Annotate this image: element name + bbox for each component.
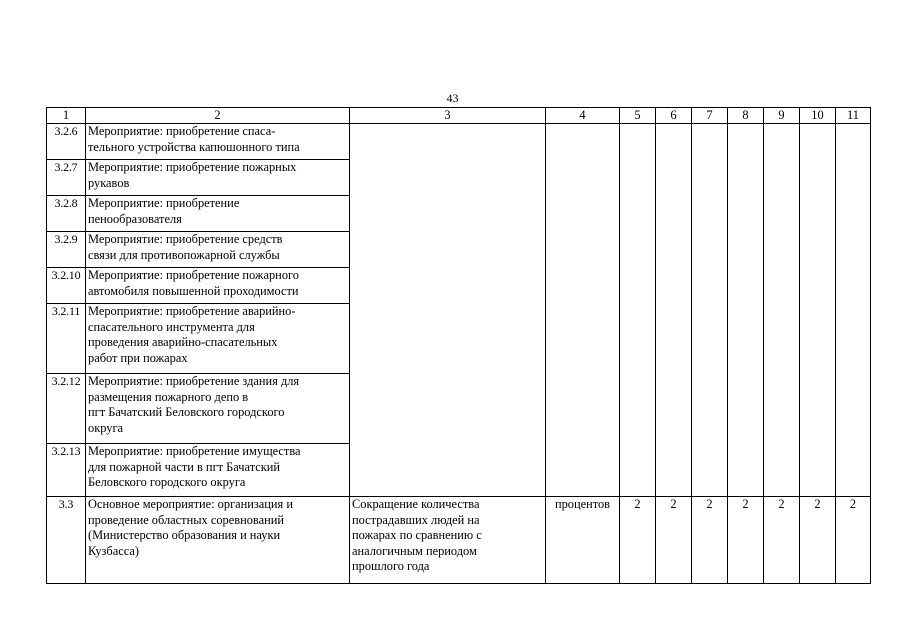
measure-code: 3.2.13 xyxy=(47,444,86,497)
measure-name: Мероприятие: приобретение средств связи для противопожарной службы xyxy=(86,232,350,268)
column-number-header: 1 xyxy=(47,108,86,124)
measure-code: 3.2.11 xyxy=(47,304,86,374)
measure-name: Мероприятие: приобретение имущества для пожарной части в пгт Бачатский Беловского городского округа xyxy=(86,444,350,497)
measure-code: 3.2.12 xyxy=(47,374,86,444)
column-number-header: 9 xyxy=(764,108,800,124)
column-number-header: 4 xyxy=(546,108,620,124)
column-number-header: 5 xyxy=(620,108,656,124)
column-number-header: 2 xyxy=(86,108,350,124)
measure-code: 3.2.10 xyxy=(47,268,86,304)
column-number-row xyxy=(47,108,871,124)
column-number-header: 8 xyxy=(728,108,764,124)
unit-cell-empty xyxy=(546,124,620,497)
value-cell: 2 xyxy=(728,497,764,584)
table-row-main-measure xyxy=(47,497,871,584)
indicator-cell-empty xyxy=(350,124,546,497)
column-number-header: 11 xyxy=(836,108,871,124)
measure-code: 3.3 xyxy=(47,497,86,584)
value-cell-empty xyxy=(800,124,836,497)
measures-table xyxy=(46,107,871,584)
value-cell: 2 xyxy=(692,497,728,584)
measure-code: 3.2.9 xyxy=(47,232,86,268)
column-number-header: 6 xyxy=(656,108,692,124)
value-cell: 2 xyxy=(836,497,871,584)
measure-name: Мероприятие: приобретение аварийно- спасательного инструмента для проведения аварийно-спасательных работ при пожарах xyxy=(86,304,350,374)
column-number-header: 3 xyxy=(350,108,546,124)
value-cell-empty xyxy=(728,124,764,497)
value-cell-empty xyxy=(764,124,800,497)
value-cell: 2 xyxy=(620,497,656,584)
measure-name: Мероприятие: приобретение спаса- тельного устройства капюшонного типа xyxy=(86,124,350,160)
measure-code: 3.2.7 xyxy=(47,160,86,196)
measure-name: Основное мероприятие: организация и проведение областных соревнований (Министерство образования и науки Кузбасса) xyxy=(86,497,350,584)
measure-code: 3.2.6 xyxy=(47,124,86,160)
value-cell-empty xyxy=(836,124,871,497)
value-cell-empty xyxy=(620,124,656,497)
measure-name: Мероприятие: приобретение здания для размещения пожарного депо в пгт Бачатский Беловского городского округа xyxy=(86,374,350,444)
measure-code: 3.2.8 xyxy=(47,196,86,232)
value-cell: 2 xyxy=(656,497,692,584)
value-cell: 2 xyxy=(764,497,800,584)
measure-name: Мероприятие: приобретение пожарных рукавов xyxy=(86,160,350,196)
indicator-text: Сокращение количества пострадавших людей на пожарах по сравнению с аналогичным периодом прошлого года xyxy=(350,497,546,584)
column-number-header: 10 xyxy=(800,108,836,124)
page-number: 43 xyxy=(446,91,459,105)
value-cell: 2 xyxy=(800,497,836,584)
value-cell-empty xyxy=(692,124,728,497)
measure-name: Мероприятие: приобретение пожарного автомобиля повышенной проходимости xyxy=(86,268,350,304)
table-row xyxy=(47,124,871,160)
value-cell-empty xyxy=(656,124,692,497)
measure-name: Мероприятие: приобретение пенообразователя xyxy=(86,196,350,232)
unit-text: процентов xyxy=(546,497,620,584)
column-number-header: 7 xyxy=(692,108,728,124)
